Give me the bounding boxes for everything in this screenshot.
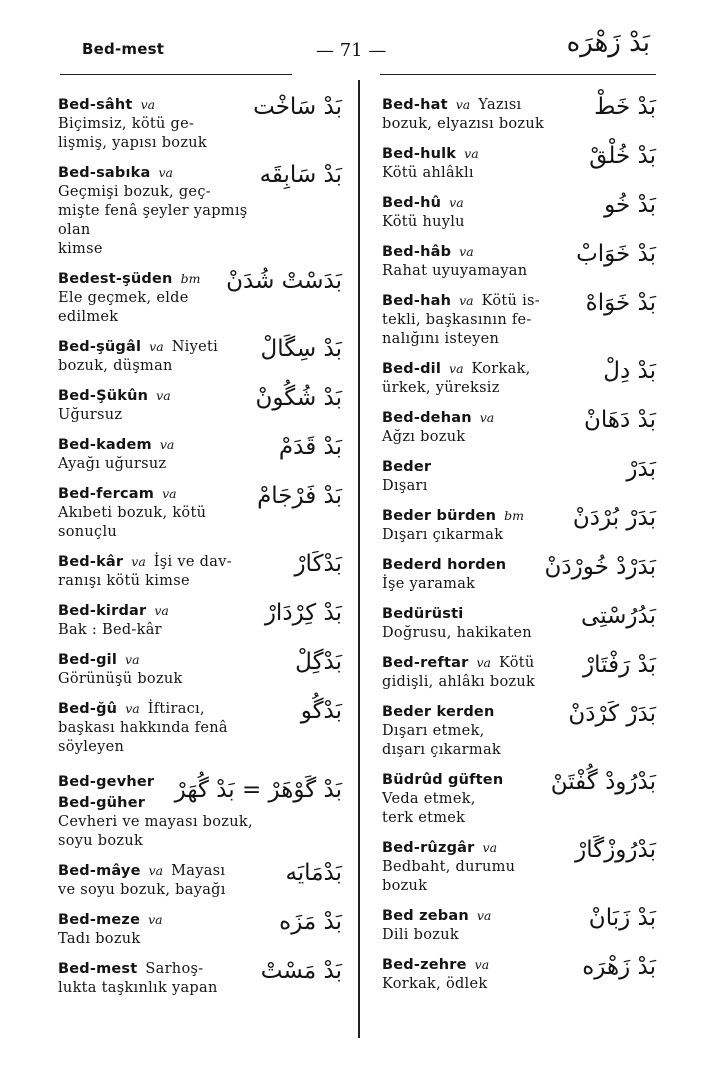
entry-arabic-script: بَدْرُوزْگَارْ — [575, 837, 656, 863]
entry-first-line — [382, 505, 574, 526]
entry-first-line — [382, 701, 574, 722]
entry-definition-line: Ağzı bozuk — [382, 429, 466, 445]
dictionary-entry — [58, 771, 348, 851]
entry-part-of-speech: va — [148, 912, 163, 927]
entry-definition-line: terk etmek — [382, 810, 466, 826]
dictionary-entry — [382, 241, 662, 281]
entry-definition-line: Tadı bozuk — [58, 931, 141, 947]
dictionary-entry — [382, 701, 662, 760]
entry-definition-line: Kötü huylu — [382, 214, 465, 230]
entry-headword: Bed-şügâl — [58, 339, 142, 355]
entry-part-of-speech: va — [140, 97, 156, 112]
entry-definition-line: Bak : Bed-kâr — [58, 622, 162, 638]
entry-arabic-script: بَدْمَايَه — [285, 860, 342, 886]
entry-part-of-speech: va — [162, 486, 177, 501]
entry-definition-line: Uğursuz — [58, 407, 123, 423]
entry-arabic-script: بَدْ سِگَالْ — [260, 336, 342, 362]
entry-headword: Bed-hû — [382, 195, 442, 211]
entry-first-line — [382, 192, 574, 213]
dictionary-entry — [382, 905, 662, 945]
entry-arabic-script: بَدْ مَسْتْ — [260, 958, 342, 984]
entry-definition-line: başkası hakkında fenâ — [58, 720, 228, 736]
entry-headword: Bed-hah — [382, 293, 452, 309]
entry-part-of-speech: va — [459, 293, 474, 308]
dictionary-entry — [382, 407, 662, 447]
entry-definition-line: Dışarı etmek, — [382, 723, 485, 739]
entry-definition-line: İşe yaramak — [382, 576, 476, 592]
dictionary-entry — [58, 551, 348, 591]
entry-headword: Bed-dehan — [382, 410, 472, 426]
entry-first-line — [58, 649, 260, 670]
entry-arabic-script: بَدْ شُگُونْ — [255, 385, 342, 411]
dictionary-entry — [58, 600, 348, 640]
entry-part-of-speech: va — [482, 840, 498, 855]
entry-first-line — [58, 698, 260, 719]
entry-definition-line: gidişli, ahlâkı bozuk — [382, 674, 536, 690]
dictionary-entry — [382, 954, 662, 994]
entry-definition-line: Biçimsiz, kötü ge- — [58, 116, 195, 132]
entry-arabic-script: بَدْ خَطْ — [594, 94, 656, 120]
entry-definition-line: Dili bozuk — [382, 927, 459, 943]
entry-definition-inline: Yazısı — [478, 97, 522, 113]
entry-first-line — [382, 241, 574, 262]
entry-part-of-speech: bm — [504, 508, 524, 523]
entry-arabic-script: بَدْ قَدَمْ — [278, 434, 342, 460]
entry-definition-line: dışarı çıkarmak — [382, 742, 501, 758]
entry-headword: Bed-sabıka — [58, 165, 151, 181]
entry-arabic-script: بَدَسْتْ شُدَنْ — [226, 268, 342, 294]
running-head-left: Bed-mest — [82, 40, 165, 58]
entry-definition-line: mişte fenâ şeyler yapmış olan — [58, 203, 248, 238]
right-column — [382, 94, 662, 1003]
left-column — [58, 94, 348, 1007]
entry-definition-inline: Korkak, — [471, 361, 531, 377]
dictionary-entry — [58, 162, 348, 259]
dictionary-entry — [58, 860, 348, 900]
header-rule-right — [380, 74, 656, 75]
dictionary-entry — [58, 434, 348, 474]
dictionary-entry — [382, 652, 662, 692]
entry-definition-line: lukta taşkınlık yapan — [58, 980, 218, 996]
entry-arabic-script: بَدْ خُلْقْ — [589, 143, 656, 169]
entry-arabic-script: بَدْ گَوْهَرْ = بَدْ گُهَرْ — [174, 777, 342, 803]
entry-arabic-script: بَدْ كِرْدَارْ — [264, 600, 342, 626]
entry-arabic-script: بَدْ زَبَانْ — [588, 905, 656, 931]
entry-part-of-speech: va — [449, 361, 464, 376]
entry-headword: Bed-kadem — [58, 437, 152, 453]
entry-definition-inline: Mayası — [171, 863, 226, 879]
entry-definition-line: Kötü ahlâklı — [382, 165, 474, 181]
entry-definition-line: ve soyu bozuk, bayağı — [58, 882, 226, 898]
entry-first-line — [58, 336, 260, 357]
entry-first-line — [58, 483, 260, 504]
entry-definition-line: Akıbeti bozuk, kötü — [58, 505, 207, 521]
entry-arabic-script: بَدْكَارْ — [294, 551, 342, 577]
entry-headword-variant: Bed-güher — [58, 795, 146, 811]
entry-part-of-speech: va — [455, 97, 471, 112]
entry-arabic-script: بَدْ خَوَابْ — [576, 241, 656, 267]
entry-definition-line: lişmiş, yapısı bozuk — [58, 135, 207, 151]
entry-definition-line: kimse — [58, 241, 103, 257]
entry-headword: Bed zeban — [382, 908, 469, 924]
entry-definition-line: bozuk, elyazısı bozuk — [382, 116, 545, 132]
entry-definition-line: Dışarı — [382, 478, 428, 494]
dictionary-entry — [58, 385, 348, 425]
entry-headword: Bed-kirdar — [58, 603, 147, 619]
entry-headword: Beder bürden — [382, 508, 497, 524]
entry-first-line — [382, 652, 574, 673]
entry-definition-line: bozuk — [382, 878, 428, 894]
entry-first-line — [58, 958, 260, 979]
dictionary-entry — [382, 456, 662, 496]
entry-part-of-speech: va — [449, 195, 464, 210]
entry-definition-line: Bedbaht, durumu — [382, 859, 516, 875]
entry-arabic-script: بَدَرْ كَرْدَنْ — [568, 701, 656, 727]
entry-definition-line: Ayağı uğursuz — [58, 456, 167, 472]
entry-arabic-script: بَدُرُسْتِى — [581, 603, 656, 629]
entry-part-of-speech: va — [476, 908, 492, 923]
entry-arabic-script: بَدْ سَابِقَه — [259, 162, 342, 188]
entry-headword: Bed-fercam — [58, 486, 155, 502]
entry-arabic-script: بَدْگِلْ — [295, 649, 342, 675]
entry-definition-line: Cevheri ve mayası bozuk, — [58, 814, 253, 830]
running-head-right-arabic: بَدْ زَهْرَه — [566, 28, 650, 58]
entry-arabic-script: بَدْ سَاخْت — [253, 94, 342, 120]
entry-headword: Bederd horden — [382, 557, 507, 573]
entry-first-line — [382, 837, 574, 858]
dictionary-entry — [58, 336, 348, 376]
entry-definition-inline: Niyeti — [171, 339, 219, 355]
entry-definition-line: sonuçlu — [58, 524, 118, 540]
entry-first-line — [58, 909, 260, 930]
dictionary-entry — [382, 769, 662, 828]
entry-part-of-speech: va — [474, 957, 490, 972]
dictionary-entry — [382, 143, 662, 183]
entry-definition-inline: İşi ve dav- — [153, 554, 232, 570]
entry-headword: Bed-gevher — [58, 774, 155, 790]
entry-headword: Bedürüsti — [382, 606, 464, 622]
entry-part-of-speech: va — [476, 655, 491, 670]
page-number: — 71 — — [316, 40, 387, 61]
entry-first-line — [382, 94, 574, 115]
entry-first-line — [58, 385, 260, 406]
entry-arabic-script: بَدَرْدْ خُورْدَنْ — [544, 554, 656, 580]
entry-headword: Bed-gil — [58, 652, 118, 668]
entry-first-line — [58, 434, 260, 455]
entry-definition-inline: Kötü is- — [481, 293, 540, 309]
dictionary-entry — [382, 554, 662, 594]
entry-definition-line: soyu bozuk — [58, 833, 144, 849]
entry-definition-line: bozuk, düşman — [58, 358, 173, 374]
entry-definition-line: edilmek — [58, 309, 119, 325]
entry-arabic-script: بَدْ رَفْتَارْ — [583, 652, 656, 678]
entry-part-of-speech: va — [479, 410, 495, 425]
entry-headword: Bed-hulk — [382, 146, 457, 162]
entry-definition-line: ürkek, yüreksiz — [382, 380, 500, 396]
entry-headword: Bed-hat — [382, 97, 448, 113]
dictionary-entry — [382, 505, 662, 545]
entry-part-of-speech: va — [154, 603, 169, 618]
column-divider — [358, 80, 360, 1038]
entry-definition-line: söyleyen — [58, 739, 125, 755]
entry-headword: Bed-zehre — [382, 957, 467, 973]
entry-first-line — [382, 358, 574, 379]
entry-definition-line: Ele geçmek, elde — [58, 290, 189, 306]
entry-first-line — [382, 769, 574, 790]
entry-arabic-script: بَدْ دَهَانْ — [583, 407, 656, 433]
dictionary-entry — [58, 958, 348, 998]
dictionary-entry — [382, 837, 662, 896]
entry-first-line — [382, 456, 574, 477]
header-rule-left — [60, 74, 292, 75]
entry-headword: Beder kerden — [382, 704, 495, 720]
entry-definition-line: nalığını isteyen — [382, 331, 500, 347]
dictionary-entry — [58, 909, 348, 949]
entry-arabic-script: بَدْگُو — [300, 698, 342, 724]
entry-arabic-script: بَدْ دِلْ — [603, 358, 656, 384]
entry-headword: Bed-kâr — [58, 554, 124, 570]
entry-part-of-speech: va — [125, 701, 140, 716]
dictionary-entry — [58, 649, 348, 689]
entry-definition-inline: Sarhoş- — [145, 961, 204, 977]
entry-headword: Bed-ğû — [58, 701, 118, 717]
entry-arabic-script: بَدْ خَوَاهْ — [585, 290, 656, 316]
entry-definition-line: Geçmişi bozuk, geç- — [58, 184, 211, 200]
entry-part-of-speech: va — [156, 388, 171, 403]
entry-first-line — [58, 94, 260, 115]
entry-headword: Beder — [382, 459, 432, 475]
entry-arabic-script: بَدْ خُو — [604, 192, 656, 218]
entry-first-line — [382, 603, 574, 624]
entry-headword: Bed-reftar — [382, 655, 469, 671]
dictionary-entry — [58, 268, 348, 327]
dictionary-entry — [58, 483, 348, 542]
entry-part-of-speech: va — [149, 339, 164, 354]
entry-part-of-speech: va — [131, 554, 146, 569]
entry-headword: Bed-mâye — [58, 863, 141, 879]
entry-part-of-speech: va — [125, 652, 140, 667]
entry-first-line — [382, 143, 574, 164]
entry-arabic-script: بَدَرْ — [626, 456, 656, 482]
entry-definition-line: tekli, başkasının fe- — [382, 312, 532, 328]
entry-definition-line: Dışarı çıkarmak — [382, 527, 504, 543]
entry-first-line — [58, 860, 260, 881]
entry-part-of-speech: va — [158, 165, 173, 180]
entry-headword: Bed-Şükûn — [58, 388, 149, 404]
entry-definition-line: Korkak, ödlek — [382, 976, 488, 992]
entry-definition-inline: Kötü — [498, 655, 535, 671]
entry-arabic-script: بَدْرُودْ گُفْتَنْ — [550, 769, 656, 795]
entry-arabic-script: بَدْ مَزَه — [279, 909, 342, 935]
entry-headword: Bedest-şüden — [58, 271, 173, 287]
entry-part-of-speech: va — [159, 437, 175, 452]
dictionary-entry — [382, 290, 662, 349]
entry-definition-line: Rahat uyuyamayan — [382, 263, 528, 279]
entry-headword: Büdrûd güften — [382, 772, 504, 788]
entry-definition-inline: İftiracı, — [147, 701, 205, 717]
entry-definition-line: Veda etmek, — [382, 791, 476, 807]
entry-first-line — [382, 954, 574, 975]
dictionary-entry — [58, 94, 348, 153]
entry-part-of-speech: bm — [180, 271, 201, 286]
entry-first-line — [382, 290, 574, 311]
entry-headword: Bed-rûzgâr — [382, 840, 475, 856]
entry-part-of-speech: va — [148, 863, 164, 878]
dictionary-entry — [382, 192, 662, 232]
entry-headword: Bed-mest — [58, 961, 138, 977]
entry-definition-line: Doğrusu, hakikaten — [382, 625, 532, 641]
dictionary-entry — [58, 698, 348, 757]
entry-arabic-script: بَدْ فَرْجَامْ — [257, 483, 342, 509]
entry-first-line — [382, 407, 574, 428]
entry-headword: Bed-meze — [58, 912, 141, 928]
entry-arabic-script: بَدَرْ بُرْدَنْ — [572, 505, 656, 531]
entry-first-line — [58, 551, 260, 572]
dictionary-entry — [382, 94, 662, 134]
entry-headword: Bed-sâht — [58, 97, 133, 113]
entry-headword: Bed-dil — [382, 361, 442, 377]
entry-first-line — [58, 162, 260, 183]
entry-arabic-script: بَدْ زَهْرَه — [582, 954, 656, 980]
entry-first-line — [382, 905, 574, 926]
entry-definition-line: Görünüşü bozuk — [58, 671, 183, 687]
dictionary-entry — [382, 358, 662, 398]
entry-first-line — [58, 600, 260, 621]
dictionary-entry — [382, 603, 662, 643]
entry-definition-line: ranışı kötü kimse — [58, 573, 190, 589]
entry-part-of-speech: va — [459, 244, 474, 259]
entry-headword: Bed-hâb — [382, 244, 452, 260]
entry-part-of-speech: va — [464, 146, 479, 161]
